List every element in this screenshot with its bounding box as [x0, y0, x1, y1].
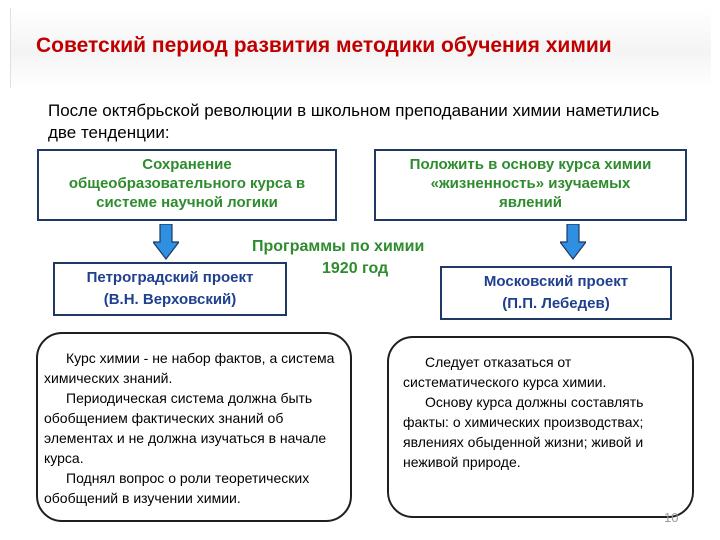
tendency-box-vitality: [374, 149, 687, 221]
slide-title: Советский период развития методики обучения химии: [36, 34, 612, 57]
description-paragraph: Основу курса должны составлять факты: о химических производствах; явлениях обыденной жизни; живой и неживой природе.: [403, 394, 644, 470]
programs-label-year: 1920 год: [322, 260, 389, 277]
tendency-line: явлений: [499, 194, 562, 211]
tendency-line: системе научной логики: [96, 194, 278, 211]
project-author: (В.Н. Верховский): [103, 291, 237, 308]
tendency-box-scientific-logic: [37, 149, 337, 221]
down-arrow-icon: [560, 224, 586, 260]
project-name: Петроградский проект: [86, 269, 254, 286]
intro-text: После октябрьской революции в школьном преподавании химии наметились две тенденции:: [48, 101, 660, 142]
down-arrow-icon: [153, 224, 179, 260]
description-paragraph: Периодическая система должна быть обобщением фактических знаний об элементах и не должна изучаться в начале курса.: [44, 390, 327, 466]
description-paragraph: Следует отказаться от систематического курса химии.: [403, 354, 607, 390]
tendency-line: общеобразовательного курса в: [68, 175, 306, 192]
programs-label-line1: Программы по химии: [252, 238, 425, 255]
tendency-line: Сохранение: [142, 156, 232, 173]
project-author: (П.П. Лебедев): [502, 295, 610, 312]
description-paragraph: Курс химии - не набор фактов, а система химических знаний.: [44, 350, 335, 386]
project-name: Московский проект: [483, 273, 629, 290]
moscow-project-box: [440, 266, 672, 320]
tendency-line: Положить в основу курса химии: [409, 156, 652, 173]
description-paragraph: Поднял вопрос о роли теоретических обобщений в изучении химии.: [44, 470, 310, 506]
tendency-line: «жизненность» изучаемых: [430, 175, 631, 192]
petrograd-project-box: [53, 262, 287, 316]
moscow-description-bubble: [387, 336, 694, 518]
petrograd-description-bubble: [36, 332, 352, 522]
page-number: 10: [664, 510, 679, 525]
